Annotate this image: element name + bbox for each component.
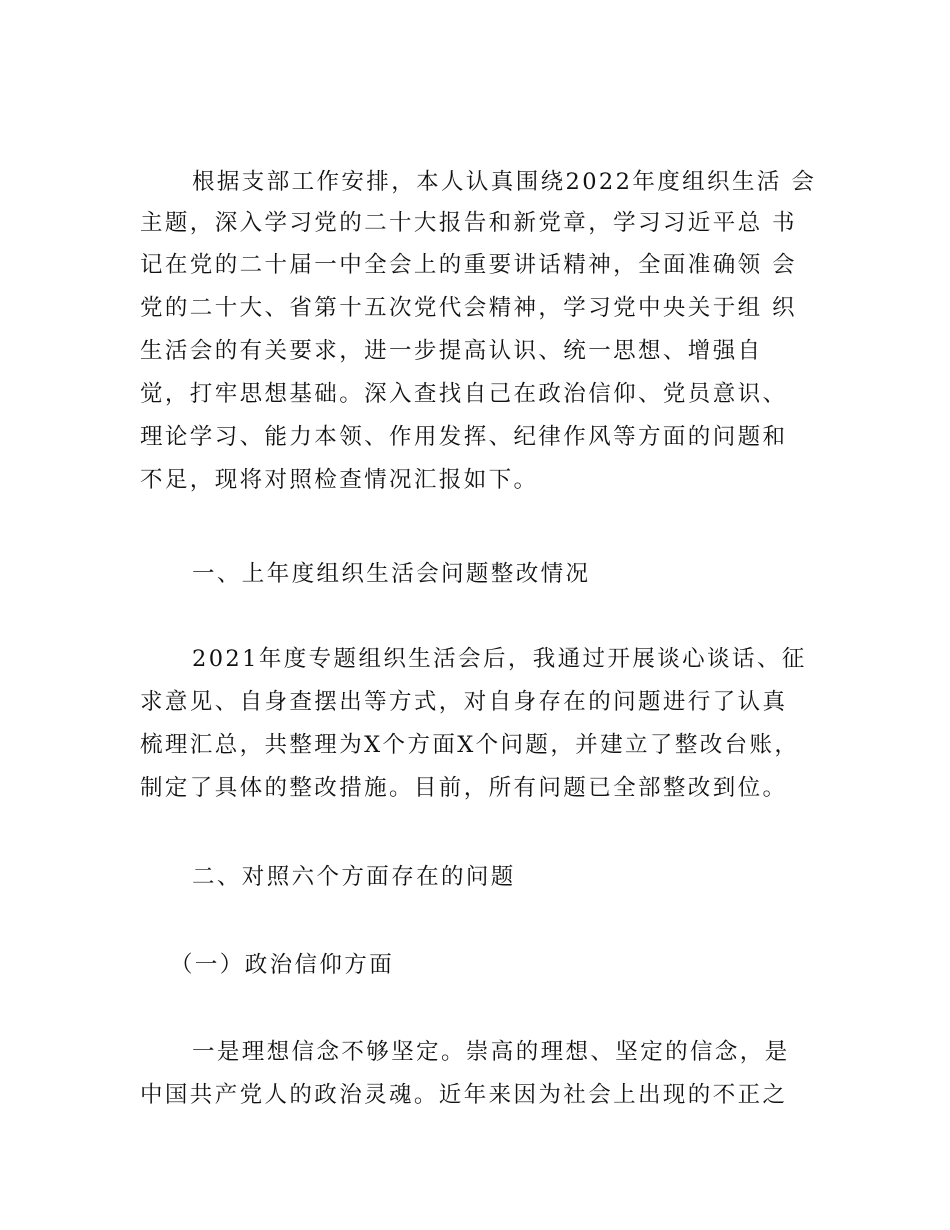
section-1-line-2: 求意见、自身查摆出等方式，对自身存在的问题进行了认真 <box>140 689 788 715</box>
subsection-1-line-2: 中国共产党人的政治灵魂。近年来因为社会上出现的不正之 <box>140 1082 788 1108</box>
section-2-heading: 二、对照六个方面存在的问题 <box>192 864 516 890</box>
subsection-1-line-1: 一是理想信念不够坚定。崇高的理想、坚定的信念，是 <box>192 1039 790 1065</box>
section-1-line-4: 制定了具体的整改措施。目前，所有问题已全部整改到位。 <box>140 775 788 801</box>
intro-line-6: 觉，打牢思想基础。深入查找自己在政治信仰、党员意识、 <box>140 381 788 407</box>
subsection-1-heading: （一）政治信仰方面 <box>170 952 395 978</box>
section-1-heading: 一、上年度组织生活会问题整改情况 <box>192 561 591 587</box>
intro-line-1: 根据支部工作安排，本人认真围绕2022年度组织生活 会 <box>192 169 817 195</box>
intro-line-4: 党的二十大、省第十五次党代会精神，学习党中央关于组 织 <box>140 295 797 321</box>
section-1-line-3: 梳理汇总，共整理为X个方面X个问题，并建立了整改台账， <box>140 732 800 758</box>
intro-line-3: 记在党的二十届一中全会上的重要讲话精神，全面准确领 会 <box>140 252 797 278</box>
section-1-line-1: 2021年度专题组织生活会后，我通过开展谈心谈话、征 <box>192 646 807 672</box>
intro-line-8: 不足，现将对照检查情况汇报如下。 <box>140 467 539 493</box>
intro-line-5: 生活会的有关要求，进一步提高认识、统一思想、增强自 <box>140 338 763 364</box>
intro-line-2: 主题，深入学习党的二十大报告和新党章，学习习近平总 书 <box>140 210 797 236</box>
intro-line-7: 理论学习、能力本领、作用发挥、纪律作风等方面的问题和 <box>140 424 788 450</box>
